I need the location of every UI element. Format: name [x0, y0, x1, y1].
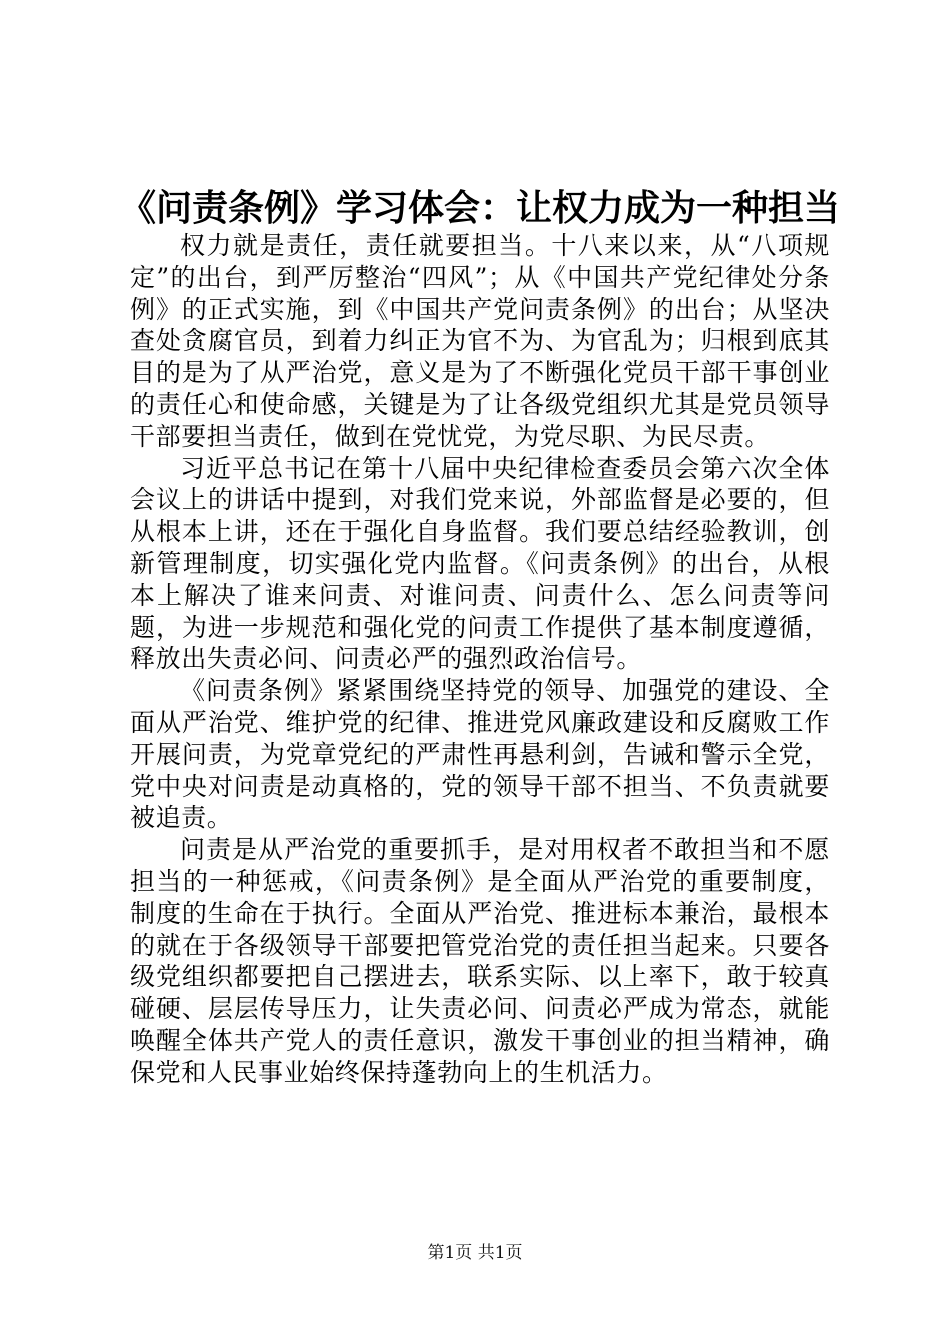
paragraph-4: 问责是从严治党的重要抓手，是对用权者不敢担当和不愿担当的一种惩戒，《问责条例》是全面从严治党的重要制度，制度的生命在于执行。全面从严治党、推进标本兼治，最根本的就在于各级领导干部要把管党治党的责任担当起来。只要各级党组织都要把自己摆进去，联系实际、以上率下，敢于较真碰硬、层层传导压力，让失责必问、问责必严成为常态，就能唤醒全体共产党人的责任意识，激发干事创业的担当精神，确保党和人民事业始终保持蓬勃向上的生机活力。 [130, 835, 830, 1087]
paragraph-1: 权力就是责任，责任就要担当。十八来以来，从“八项规定”的出台，到严厉整治“四风”；从《中国共产党纪律处分条例》的正式实施，到《中国共产党问责条例》的出台；从坚决查处贪腐官员，到着力纠正为官不为、为官乱为；归根到底其目的是为了从严治党，意义是为了不断强化党员干部干事创业的责任心和使命感，关键是为了让各级党组织尤其是党员领导干部要担当责任，做到在党忧党，为党尽职、为民尽责。 [130, 231, 830, 451]
document-body [130, 230, 830, 1089]
paragraph-3: 《问责条例》紧紧围绕坚持党的领导、加强党的建设、全面从严治党、维护党的纪律、推进党风廉政建设和反腐败工作开展问责，为党章党纪的严肃性再悬利剑，告诫和警示全党，党中央对问责是动真格的，党的领导干部不担当、不负责就要被追责。 [130, 676, 830, 833]
page-number-footer: 第1页 共1页 [427, 1243, 523, 1263]
paragraph-2: 习近平总书记在第十八届中央纪律检查委员会第六次全体会议上的讲话中提到，对我们党来说，外部监督是必要的，但从根本上讲，还在于强化自身监督。我们要总结经验教训，创新管理制度，切实强化党内监督。《问责条例》的出台，从根本上解决了谁来问责、对谁问责、问责什么、怎么问责等问题，为进一步规范和强化党的问责工作提供了基本制度遵循，释放出失责必问、问责必严的强烈政治信号。 [130, 453, 830, 674]
document-title: 《问责条例》学习体会：让权力成为一种担当 [120, 188, 841, 229]
